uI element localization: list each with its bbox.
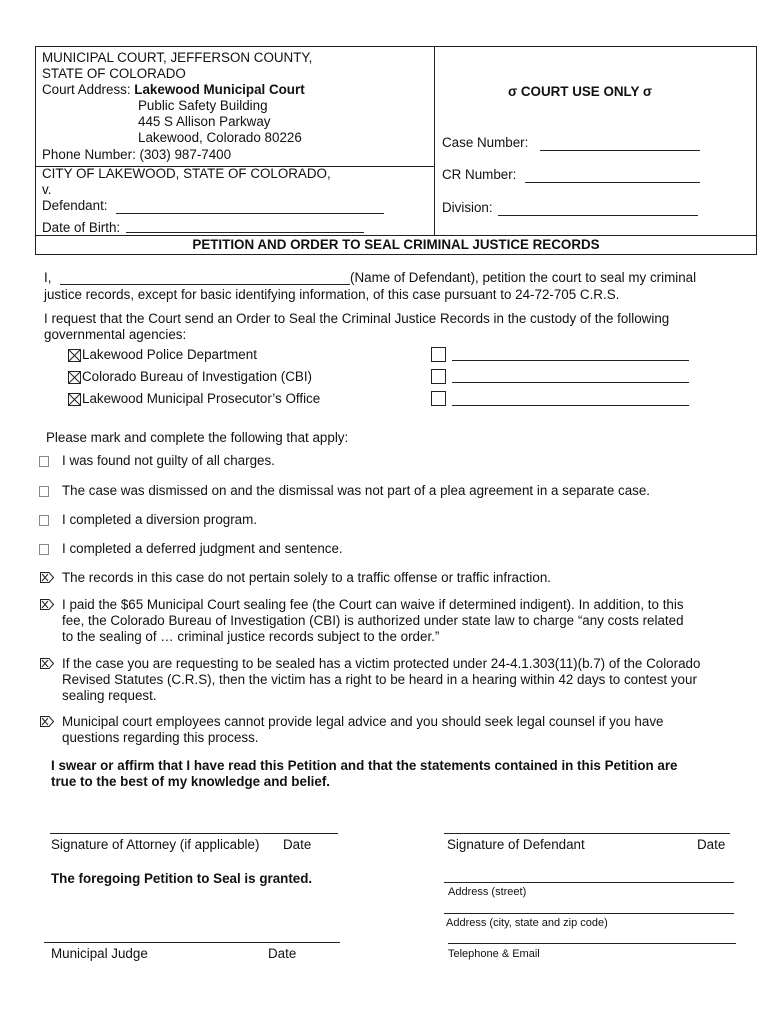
check-x-icon — [69, 394, 80, 405]
court-line1: MUNICIPAL COURT, JEFFERSON COUNTY, — [42, 50, 313, 65]
division-label: Division: — [442, 200, 493, 215]
check-x-icon — [69, 350, 80, 361]
telephone-line[interactable] — [448, 943, 736, 944]
agency-cbi: Colorado Bureau of Investigation (CBI) — [82, 369, 312, 384]
agency-checkbox-cbi[interactable] — [68, 371, 81, 384]
address-street-line[interactable] — [444, 882, 734, 883]
swear-line2: true to the best of my knowledge and belief. — [51, 774, 331, 789]
cr-number-label: CR Number: — [442, 167, 517, 182]
agency-checkbox-prosecutor[interactable] — [68, 393, 81, 406]
address-line-1: Public Safety Building — [138, 98, 268, 113]
marked-arrow-icon — [40, 572, 54, 583]
other-agency-checkbox-2[interactable] — [431, 369, 446, 384]
defendant-input[interactable] — [116, 213, 384, 214]
agency-checkbox-police[interactable] — [68, 349, 81, 362]
cr-number-input[interactable] — [525, 182, 700, 183]
option-checkbox-diversion[interactable] — [39, 515, 49, 526]
statement-traffic: The records in this case do not pertain solely to a traffic offense or traffic infraction. — [62, 570, 552, 585]
swear-line1: I swear or affirm that I have read this Petition and that the statements contained in this Petition are — [51, 758, 678, 773]
judge-date-label: Date — [268, 946, 297, 961]
form-title: PETITION AND ORDER TO SEAL CRIMINAL JUSTICE RECORDS — [192, 237, 600, 252]
request-line2: governmental agencies: — [44, 327, 187, 342]
statement-fee — [62, 597, 684, 645]
attorney-signature-line[interactable] — [50, 833, 338, 834]
option-deferred: I completed a deferred judgment and sentence. — [62, 541, 343, 556]
versus: v. — [42, 182, 52, 197]
court-address — [42, 82, 305, 97]
address-city-label: Address (city, state and zip code) — [446, 917, 608, 929]
other-agency-input-2[interactable] — [452, 382, 689, 383]
option-not-guilty: I was found not guilty of all charges. — [62, 453, 275, 468]
statement-fee-line2: fee, the Colorado Bureau of Investigation (CBI) is authorized under state law to charge “any costs related — [62, 613, 684, 628]
option-checkbox-deferred[interactable] — [39, 544, 49, 555]
intro-i-label: I, — [44, 270, 52, 285]
statement-fee-line1: I paid the $65 Municipal Court sealing fee (the Court can waive if determined indigent). In addition, to this — [62, 597, 684, 612]
marked-arrow-icon — [40, 658, 54, 669]
statement-legal-advice — [62, 714, 663, 746]
case-number-label: Case Number: — [442, 135, 529, 150]
statement-fee-line3: to the sealing of … criminal justice records subject to the order.” — [62, 629, 440, 644]
request-line1: I request that the Court send an Order to Seal the Criminal Justice Records in the custody of the following — [44, 311, 670, 326]
address-street-label: Address (street) — [448, 886, 527, 898]
option-checkbox-not-guilty[interactable] — [39, 456, 49, 467]
telephone-label: Telephone & Email — [448, 948, 540, 960]
address-city-line[interactable] — [444, 913, 734, 914]
defendant-date-label: Date — [697, 837, 726, 852]
dob-input[interactable] — [126, 232, 364, 233]
statement-legal-line1: Municipal court employees cannot provide legal advice and you should seek legal counsel if you have — [62, 714, 664, 729]
attorney-date-label: Date — [283, 837, 312, 852]
dob-label: Date of Birth: — [42, 220, 121, 235]
court-line2: STATE OF COLORADO — [42, 66, 186, 81]
other-agency-input-1[interactable] — [452, 360, 689, 361]
statement-victim-line2: Revised Statutes (C.R.S), then the victim has a right to be heard in a hearing within 42 days to contest your — [62, 672, 697, 687]
agency-police: Lakewood Police Department — [82, 347, 257, 362]
statement-victim-line3: sealing request. — [62, 688, 157, 703]
defendant-signature-line[interactable] — [444, 833, 730, 834]
defendant-name-input[interactable] — [60, 284, 350, 285]
statement-legal-line2: questions regarding this process. — [62, 730, 259, 745]
address-line-2: 445 S Allison Parkway — [138, 114, 271, 129]
option-checkbox-dismissed[interactable] — [39, 486, 49, 497]
agency-prosecutor: Lakewood Municipal Prosecutor’s Office — [82, 391, 321, 406]
marked-arrow-icon — [40, 716, 54, 727]
court-name: Lakewood Municipal Court — [134, 82, 305, 97]
intro-line2: justice records, except for basic identifying information, of this case pursuant to 24-72-705 C.R.S. — [44, 287, 620, 302]
swear-statement — [51, 758, 678, 790]
judge-label: Municipal Judge — [51, 946, 148, 961]
intro-line1: (Name of Defendant), petition the court to seal my criminal — [350, 270, 697, 285]
option-dismissed: The case was dismissed on and the dismissal was not part of a plea agreement in a separate case. — [62, 483, 651, 498]
court-phone: Phone Number: (303) 987-7400 — [42, 147, 232, 162]
division-input[interactable] — [498, 215, 698, 216]
statement-victim — [62, 656, 700, 704]
marked-arrow-icon — [40, 599, 54, 610]
court-address-label: Court Address: — [42, 82, 135, 97]
statement-victim-line1: If the case you are requesting to be sealed has a victim protected under 24-4.1.303(11)(b.7) of the Colorado — [62, 656, 701, 671]
defendant-signature-label: Signature of Defendant — [447, 837, 585, 852]
please-mark: Please mark and complete the following that apply: — [46, 430, 349, 445]
plaintiff: CITY OF LAKEWOOD, STATE OF COLORADO, — [42, 166, 331, 181]
address-line-3: Lakewood, Colorado 80226 — [138, 130, 302, 145]
case-number-input[interactable] — [540, 150, 700, 151]
option-diversion: I completed a diversion program. — [62, 512, 258, 527]
petition-granted: The foregoing Petition to Seal is granted. — [51, 871, 313, 886]
other-agency-input-3[interactable] — [452, 405, 689, 406]
attorney-signature-label: Signature of Attorney (if applicable) — [51, 837, 260, 852]
caption-box — [35, 46, 757, 255]
judge-signature-line[interactable] — [44, 942, 340, 943]
other-agency-checkbox-3[interactable] — [431, 391, 446, 406]
court-use-only: σ COURT USE ONLY σ — [508, 84, 653, 99]
caption-vertical-divider — [434, 47, 435, 235]
caption-divider-title — [36, 235, 756, 236]
defendant-label: Defendant: — [42, 198, 108, 213]
other-agency-checkbox-1[interactable] — [431, 347, 446, 362]
check-x-icon — [69, 372, 80, 383]
